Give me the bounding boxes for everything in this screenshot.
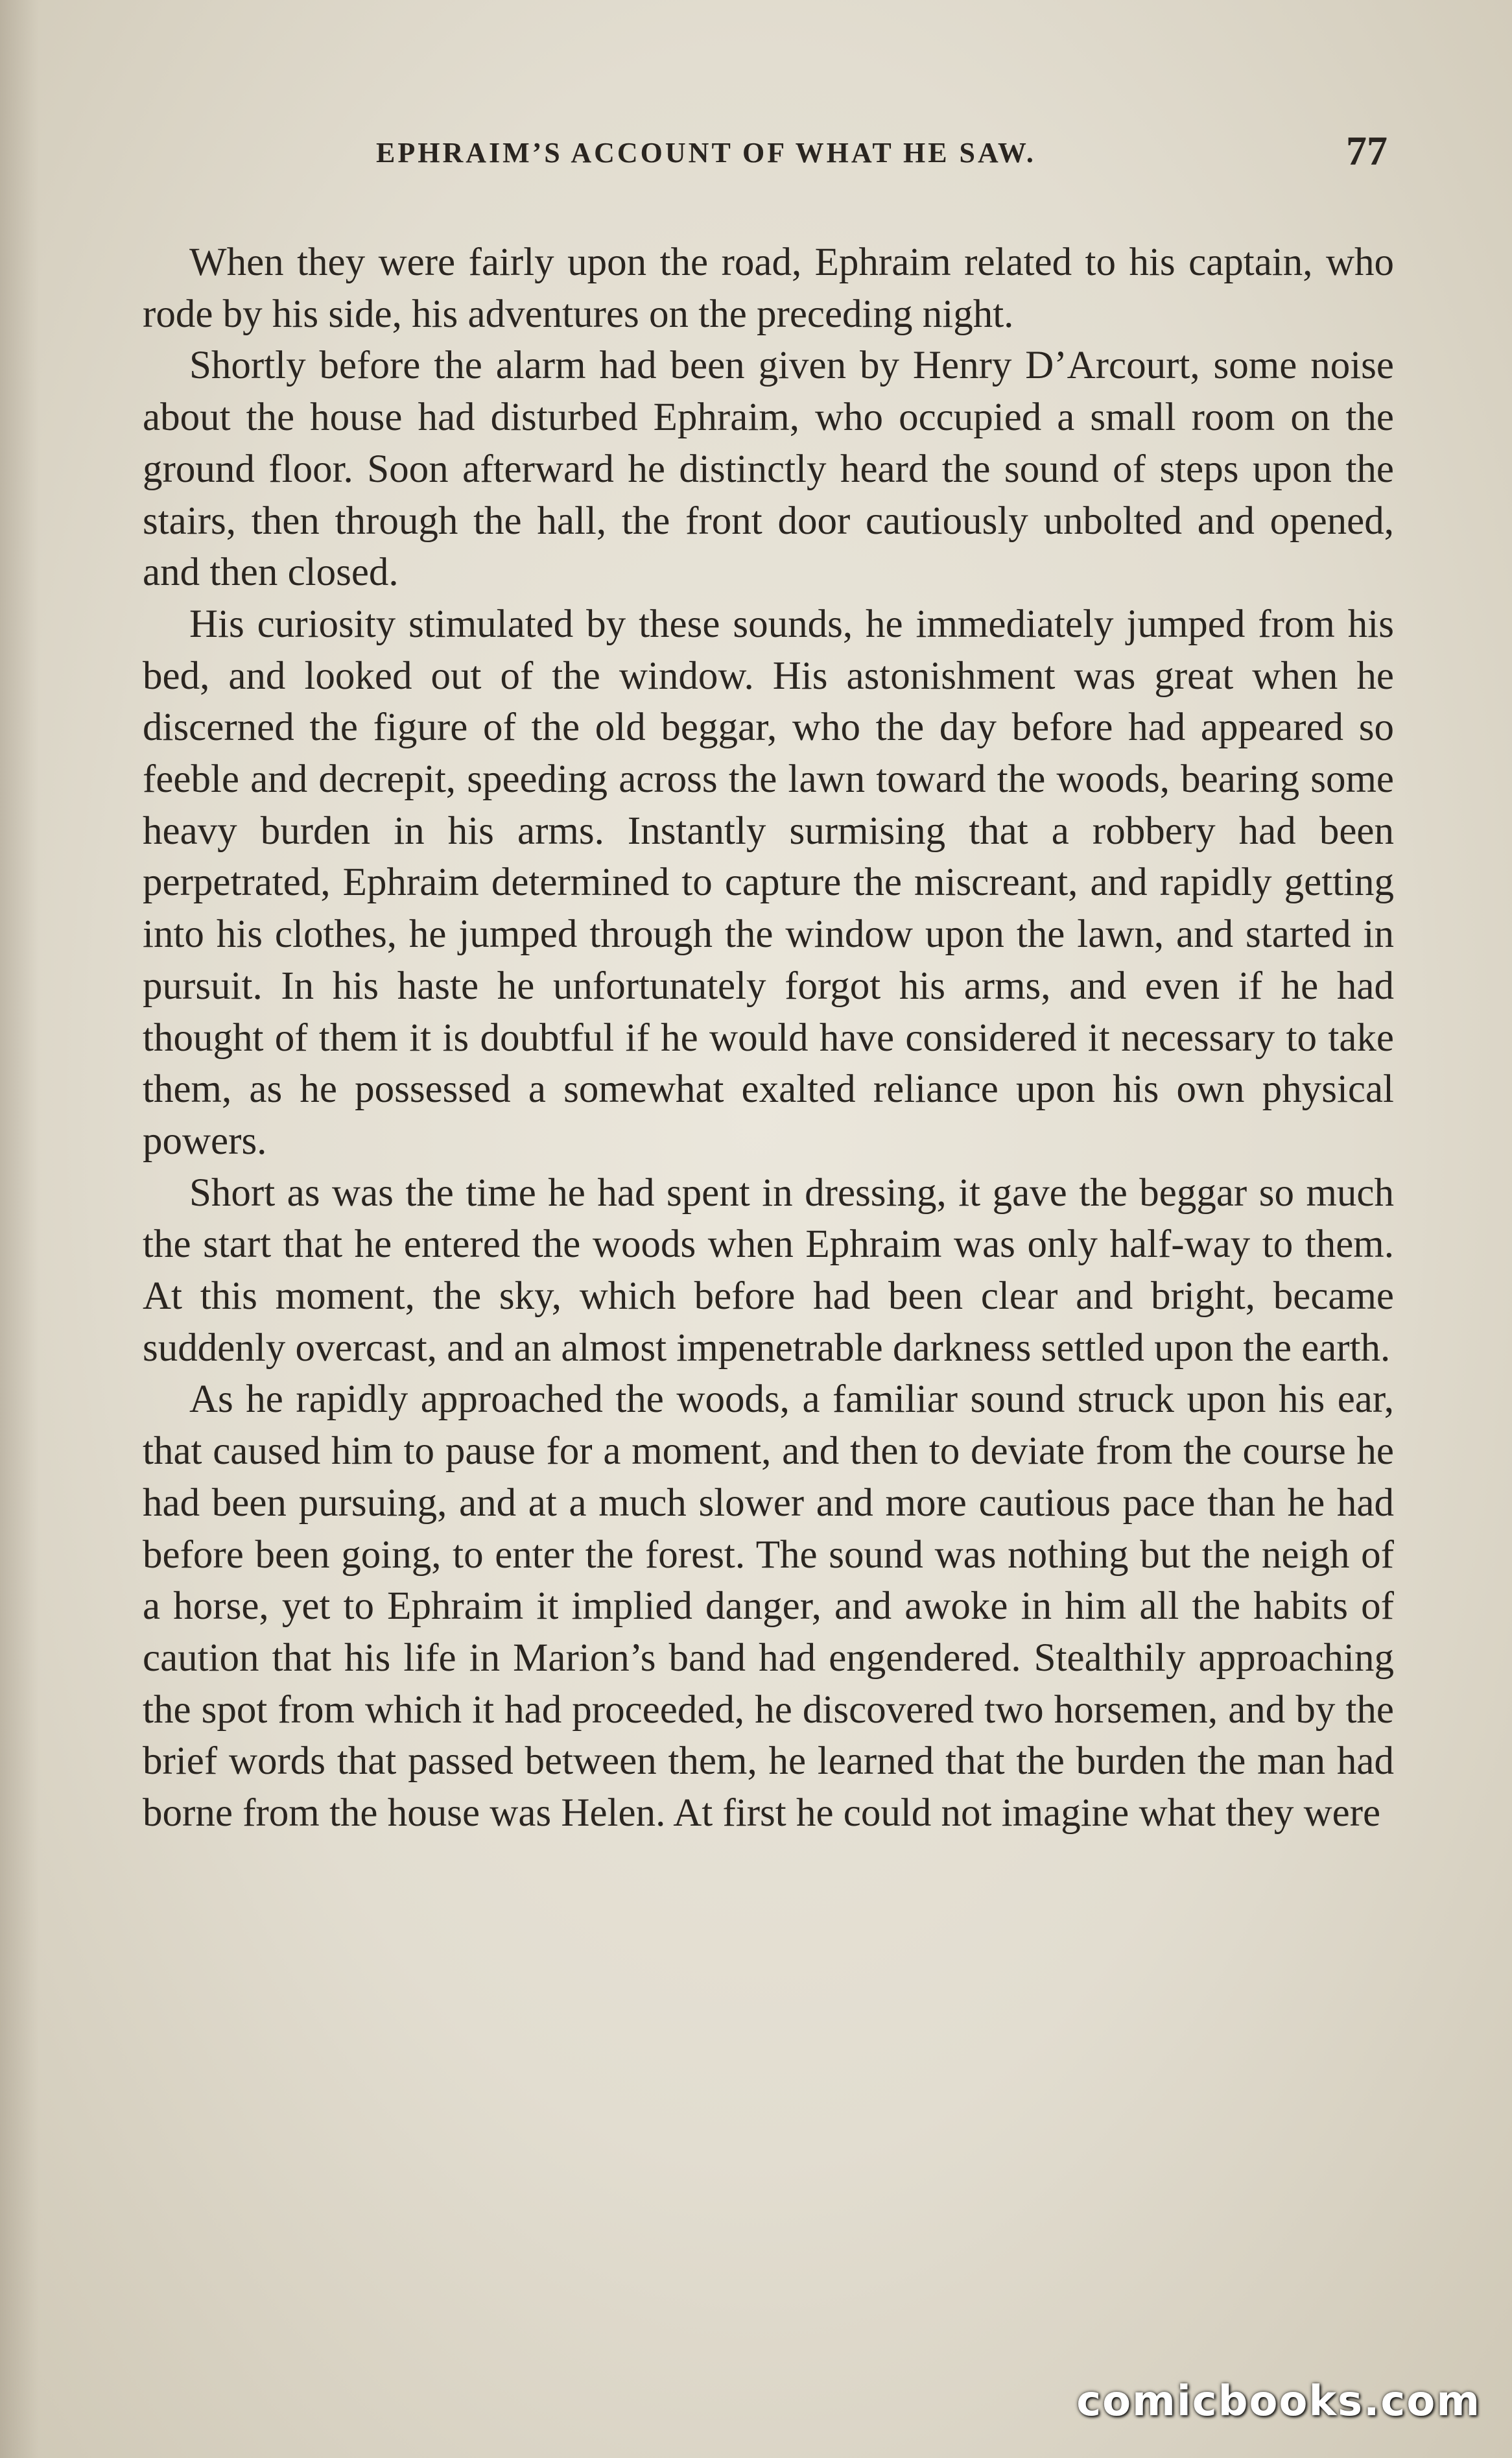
page-edge-shadow xyxy=(0,0,39,2458)
page-number: 77 xyxy=(1346,128,1388,174)
running-title: EPHRAIM’S ACCOUNT OF WHAT HE SAW. xyxy=(376,137,1036,169)
paragraph: When they were fairly upon the road, Ephraim related to his captain, who rode by his side, his adventures on the preceding night. xyxy=(143,241,1394,336)
paragraph: His curiosity stimulated by these sounds, he immediately jumped from his bed, and looked out of the window. His astonishment was great when he discerned the figure of the old beggar, who the day before had appeared so feeble and decrepit, speeding across the lawn toward the woods, bearing some heavy burden in his arms. Instantly surmising that a robbery had been perpetrated, Ephraim determined to capture the miscreant, and rapidly getting into his clothes, he jumped through the window upon the lawn, and started in pursuit. In his haste he unfortunately forgot his arms, and even if he had thought of them it is doubtful if he would have considered it necessary to take them, as he possessed a somewhat exalted reliance upon his own physical powers. xyxy=(143,602,1394,1163)
paragraph: Short as was the time he had spent in dressing, it gave the beggar so much the start that he entered the woods when Ephraim was only half-way to them. At this moment, the sky, which before had been clear and bright, became suddenly overcast, and an almost impenetrable darkness settled upon the earth. xyxy=(143,1171,1394,1370)
running-head xyxy=(376,128,1413,195)
body-text xyxy=(143,237,1394,1839)
paragraph: Shortly before the alarm had been given by Henry D’Arcourt, some noise about the house had disturbed Ephraim, who occupied a small room on the ground floor. Soon afterward he distinctly heard the sound of steps upon the stairs, then through the hall, the front door cautiously unbolted and opened, and then closed. xyxy=(143,344,1394,595)
paragraph: As he rapidly approached the woods, a familiar sound struck upon his ear, that caused him to pause for a moment, and then to deviate from the course he had been pursuing, and at a much slower and more cautious pace than he had before been going, to enter the forest. The sound was nothing but the neigh of a horse, yet to Ephraim it implied danger, and awoke in him all the habits of caution that his life in Marion’s band had engendered. Stealthily approaching the spot from which it had proceeded, he discovered two horsemen, and by the brief words that passed between them, he learned that the burden the man had borne from the house was Helen. At first he could not imagine what they were xyxy=(143,1378,1394,1835)
watermark: comicbooks.com xyxy=(1076,2378,1481,2426)
